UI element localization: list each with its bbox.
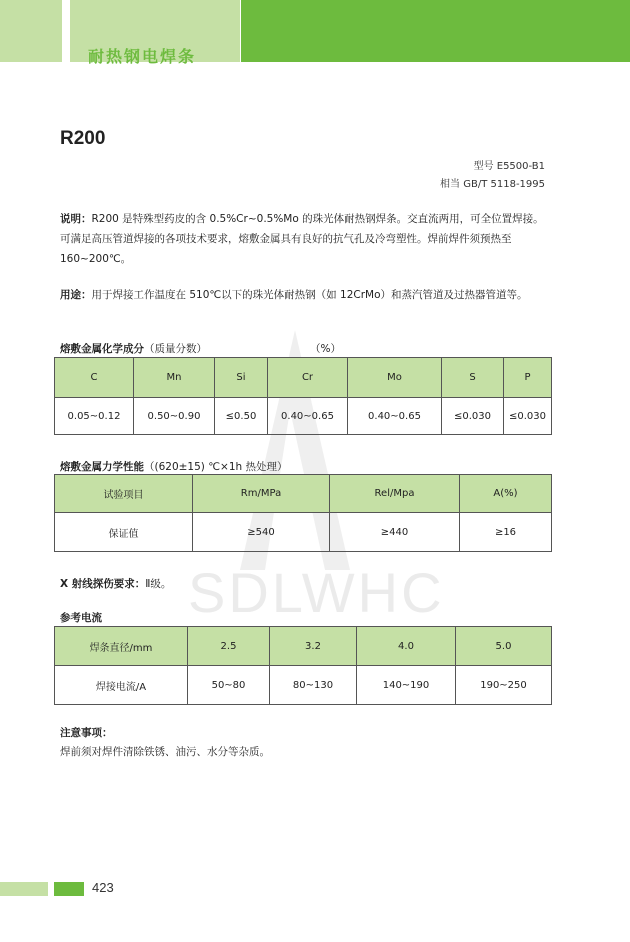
mech-header-cell: A(%): [460, 475, 552, 513]
mech-title: 熔敷金属力学性能: [60, 461, 144, 473]
current-header-row: [55, 627, 552, 666]
current-value-row: [55, 666, 552, 705]
chem-header-cell: Cr: [268, 358, 348, 398]
chem-title: 熔敷金属化学成分: [60, 343, 144, 355]
chem-subtitle: （质量分数）: [144, 343, 207, 355]
mech-table: [54, 474, 552, 552]
xray-label: X 射线探伤要求：: [60, 578, 146, 590]
description-label: 说明：: [60, 213, 92, 225]
current-value-cell: 190~250: [456, 666, 552, 705]
current-value-cell: 焊接电流/A: [55, 666, 188, 705]
chem-unit: （%）: [310, 343, 341, 355]
current-header-cell: 5.0: [456, 627, 552, 666]
footer-block-light: [0, 882, 48, 896]
notes-title: 注意事项：: [60, 727, 113, 739]
type-spec: 型号 E5500-B1: [473, 161, 545, 172]
chem-value-cell: ≤0.030: [442, 398, 504, 435]
category-title: 耐热钢电焊条: [88, 47, 197, 66]
header-block-accent: [241, 0, 630, 62]
notes-heading: [60, 725, 113, 740]
chem-header-cell: Mn: [134, 358, 215, 398]
description-paragraph: [60, 209, 550, 269]
mech-value-row: [55, 513, 552, 552]
current-title: 参考电流: [60, 612, 102, 624]
mech-header-row: [55, 475, 552, 513]
page-number: 423: [92, 880, 114, 895]
xray-value: Ⅱ级。: [145, 578, 172, 590]
header-block-light: [0, 0, 62, 62]
mech-value-cell: ≥16: [460, 513, 552, 552]
chem-value-cell: 0.40~0.65: [268, 398, 348, 435]
current-header-cell: 焊条直径/mm: [55, 627, 188, 666]
product-model-title: R200: [60, 128, 106, 149]
mech-header-cell: 试验项目: [55, 475, 193, 513]
chem-header-row: [55, 358, 552, 398]
current-header-cell: 2.5: [188, 627, 270, 666]
mech-section-heading: [60, 459, 288, 474]
xray-requirement: [60, 576, 171, 591]
chem-value-row: [55, 398, 552, 435]
chem-header-cell: S: [442, 358, 504, 398]
equivalent-standard: 相当 GB/T 5118-1995: [440, 179, 545, 190]
current-value-cell: 50~80: [188, 666, 270, 705]
mech-value-cell: ≥540: [193, 513, 330, 552]
chem-value-cell: 0.50~0.90: [134, 398, 215, 435]
chem-header-cell: Mo: [348, 358, 442, 398]
chem-value-cell: 0.05~0.12: [55, 398, 134, 435]
usage-paragraph: [60, 285, 550, 305]
current-value-cell: 140~190: [357, 666, 456, 705]
mech-header-cell: Rel/Mpa: [330, 475, 460, 513]
chem-table: [54, 357, 552, 435]
description-text: R200 是特殊型药皮的含 0.5%Cr~0.5%Mo 的珠光体耐热钢焊条。交直流两用，可全位置焊接。可满足高压管道焊接的各项技术要求，熔敷金属具有良好的抗气孔及冷弯塑性。焊前焊件须预热至 160~200℃。: [60, 213, 544, 265]
watermark-text: SDLWHC: [188, 561, 445, 624]
chem-header-cell: P: [504, 358, 552, 398]
current-table: [54, 626, 552, 705]
current-section-heading: [60, 610, 102, 625]
chem-value-cell: ≤0.030: [504, 398, 552, 435]
mech-value-cell: 保证值: [55, 513, 193, 552]
mech-condition: （(620±15) ℃×1h 热处理）: [144, 461, 288, 473]
current-value-cell: 80~130: [270, 666, 357, 705]
mech-value-cell: ≥440: [330, 513, 460, 552]
notes-text: 焊前须对焊件清除铁锈、油污、水分等杂质。: [60, 746, 270, 758]
current-header-cell: 4.0: [357, 627, 456, 666]
footer-block-accent: [54, 882, 84, 896]
current-header-cell: 3.2: [270, 627, 357, 666]
chem-section-heading: [60, 341, 207, 356]
usage-label: 用途：: [60, 289, 92, 301]
chem-header-cell: C: [55, 358, 134, 398]
mech-header-cell: Rm/MPa: [193, 475, 330, 513]
usage-text: 用于焊接工作温度在 510℃以下的珠光体耐热钢（如 12CrMo）和蒸汽管道及过热器管道等。: [91, 289, 528, 301]
chem-value-cell: ≤0.50: [215, 398, 268, 435]
chem-value-cell: 0.40~0.65: [348, 398, 442, 435]
chem-header-cell: Si: [215, 358, 268, 398]
